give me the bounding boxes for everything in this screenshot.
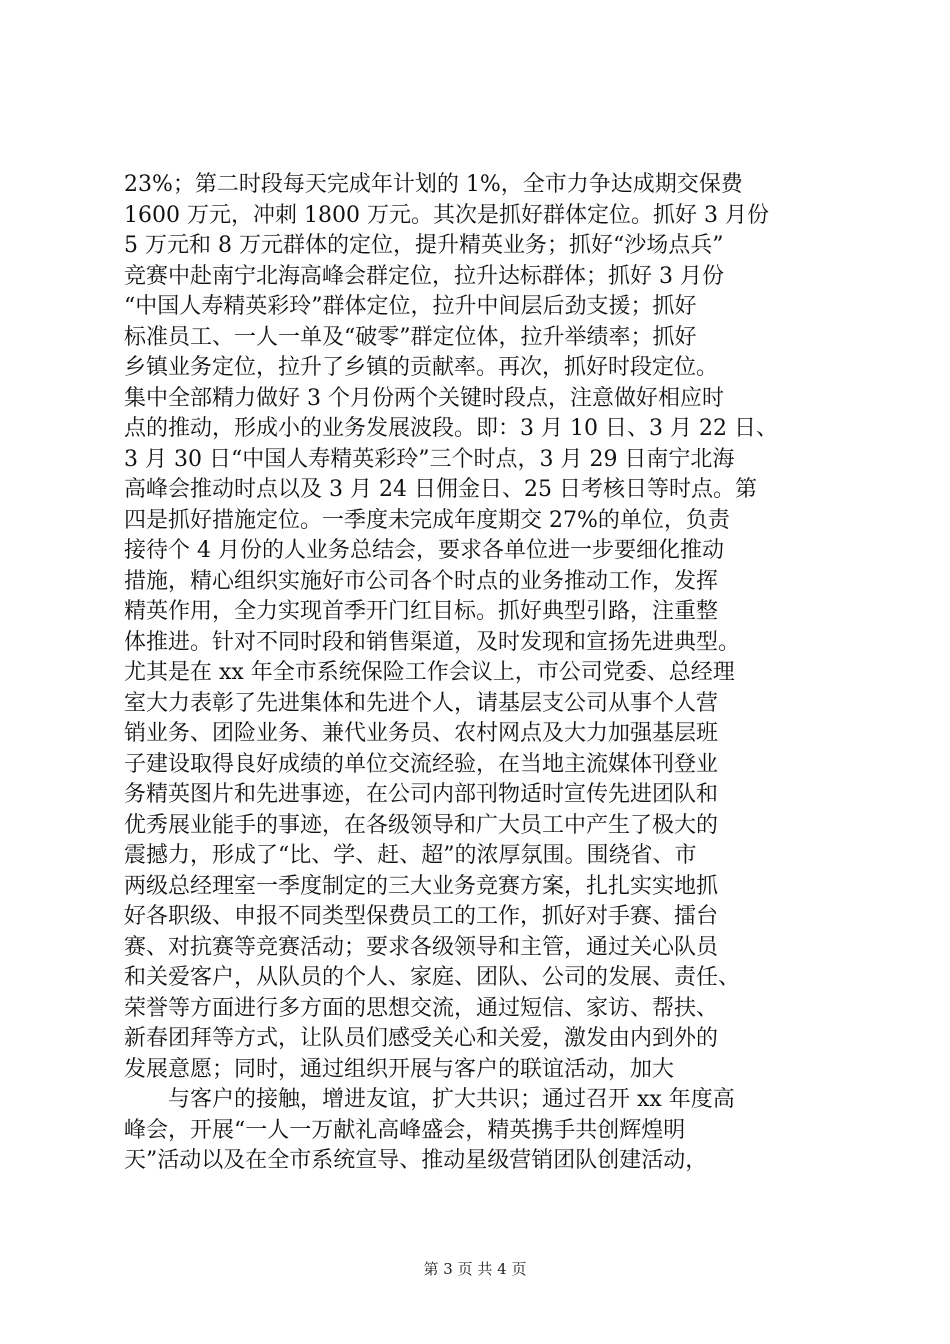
text-line: 和关爱客户，从队员的个人、家庭、团队、公司的发展、责任、 bbox=[124, 965, 741, 990]
text-line: 精英作用，全力实现首季开门红目标。抓好典型引路，注重整 bbox=[124, 599, 719, 624]
text-line: 好各职级、申报不同类型保费员工的工作，抓好对手赛、擂台 bbox=[124, 904, 719, 929]
text-line: 竞赛中赴南宁北海高峰会群定位，拉升达标群体；抓好 3 月份 bbox=[124, 263, 724, 289]
text-line: 3 月 30 日“中国人寿精英彩玲”三个时点，3 月 29 日南宁北海 bbox=[124, 446, 735, 472]
text-line: 接待个 4 月份的人业务总结会，要求各单位进一步要细化推动 bbox=[124, 538, 724, 563]
page-footer: 第 3 页 共 4 页 bbox=[423, 1260, 527, 1278]
text-line: 集中全部精力做好 3 个月份两个关键时段点，注意做好相应时 bbox=[124, 385, 724, 411]
text-line: 5 万元和 8 万元群体的定位，提升精英业务；抓好“沙场点兵” bbox=[124, 233, 724, 258]
text-line: 高峰会推动时点以及 3 月 24 日佣金日、25 日考核日等时点。第 bbox=[124, 477, 757, 502]
text-line: 与客户的接触，增进友谊，扩大共识；通过召开 xx 年度高 bbox=[168, 1087, 735, 1112]
text-line: 务精英图片和先进事迹，在公司内部刊物适时宣传先进团队和 bbox=[124, 782, 719, 807]
text-line: 两级总经理室一季度制定的三大业务竞赛方案，扎扎实实地抓 bbox=[124, 873, 719, 899]
text-line: 1600 万元，冲刺 1800 万元。其次是抓好群体定位。抓好 3 月份 bbox=[124, 202, 769, 228]
text-line: 发展意愿；同时，通过组织开展与客户的联谊活动，加大 bbox=[124, 1056, 675, 1082]
text-line: 四是抓好措施定位。一季度未完成年度期交 27%的单位，负责 bbox=[124, 507, 730, 533]
text-line: 乡镇业务定位，拉升了乡镇的贡献率。再次，抓好时段定位。 bbox=[124, 355, 719, 380]
text-line: 销业务、团险业务、兼代业务员、农村网点及大力加强基层班 bbox=[124, 721, 719, 746]
text-line: 子建设取得良好成绩的单位交流经验，在当地主流媒体刊登业 bbox=[124, 751, 719, 777]
text-line: 23%；第二时段每天完成年计划的 1%，全市力争达成期交保费 bbox=[124, 172, 743, 197]
text-line: 措施，精心组织实施好市公司各个时点的业务推动工作，发挥 bbox=[124, 568, 719, 594]
text-line: 新春团拜等方式，让队员们感受关心和关爱，激发由内到外的 bbox=[124, 1026, 719, 1051]
text-line: 室大力表彰了先进集体和先进个人，请基层支公司从事个人营 bbox=[124, 690, 719, 716]
text-line: 震撼力，形成了“比、学、赶、超”的浓厚氛围。围绕省、市 bbox=[124, 843, 697, 868]
text-line: 天”活动以及在全市系统宣导、推动星级营销团队创建活动， bbox=[124, 1148, 708, 1173]
text-line: 体推进。针对不同时段和销售渠道，及时发现和宣扬先进典型。 bbox=[124, 629, 741, 655]
text-line: 尤其是在 xx 年全市系统保险工作会议上，市公司党委、总经理 bbox=[124, 660, 735, 685]
text-line: “中国人寿精英彩玲”群体定位，拉升中间层后劲支援；抓好 bbox=[124, 294, 697, 319]
body-text bbox=[124, 170, 844, 1177]
text-line: 荣誉等方面进行多方面的思想交流，通过短信、家访、帮扶、 bbox=[124, 995, 719, 1021]
text-line: 点的推动，形成小的业务发展波段。即：3 月 10 日、3 月 22 日、 bbox=[124, 416, 778, 441]
text-line: 优秀展业能手的事迹，在各级领导和广大员工中产生了极大的 bbox=[124, 812, 719, 838]
text-line: 标准员工、一人一单及“破零”群定位体，拉升举绩率；抓好 bbox=[124, 324, 697, 350]
text-line: 赛、对抗赛等竞赛活动；要求各级领导和主管，通过关心队员 bbox=[124, 934, 719, 960]
text-line: 峰会，开展“一人一万献礼高峰盛会，精英携手共创辉煌明 bbox=[124, 1117, 686, 1143]
